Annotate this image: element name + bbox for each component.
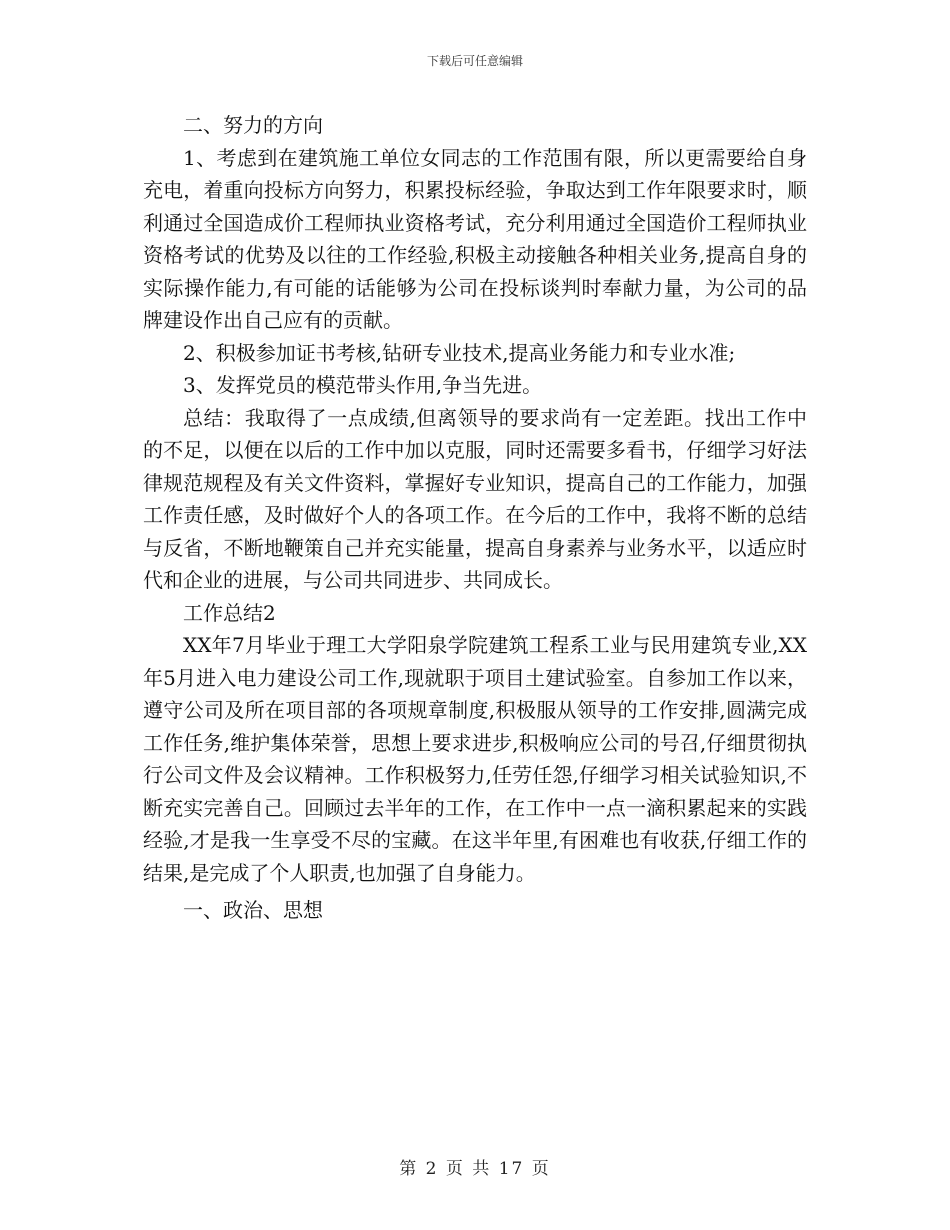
page-header: 下载后可任意编辑: [426, 54, 523, 68]
paragraph-summary: 总结：我取得了一点成绩,但离领导的要求尚有一定差距。找出工作中的不足，以便在以后的工作中加以克服，同时还需要多看书，仔细学习好法律规范规程及有关文件资料，掌握好专业知识，提高自己的工作能力，加强工作责任感，及时做好个人的各项工作。在今后的工作中，我将不断的总结与反省，不断地鞭策自己并充实能量，提高自身素养与业务水平，以适应时代和企业的进展，与公司共同进步、共同成长。: [143, 405, 807, 592]
paragraph-intro: XX年7月毕业于理工大学阳泉学院建筑工程系工业与民用建筑专业,XX年5月进入电力建设公司工作,现就职于项目土建试验室。自参加工作以来，遵守公司及所在项目部的各项规章制度,积极服从领导的工作安排,圆满完成工作任务,维护集体荣誉，思想上要求进步,积极响应公司的号召,仔细贯彻执行公司文件及会议精神。工作积极努力,任劳任怨,仔细学习相关试验知识,不断充实完善自己。回顾过去半年的工作，在工作中一点一滴积累起来的实践经验,才是我一生享受不尽的宝藏。在这半年里,有困难也有收获,仔细工作的结果,是完成了个人职责,也加强了自身能力。: [143, 633, 807, 885]
document-body: [143, 109, 807, 927]
page-number: 第 2 页 共 17 页: [399, 1159, 551, 1179]
section-title: 工作总结2: [183, 600, 276, 625]
paragraph-item-3: 3、发挥党员的模范带头作用,争当先进。: [183, 373, 543, 397]
paragraph-item-2: 2、积极参加证书考核,钻研专业技术,提高业务能力和专业水准;: [183, 340, 736, 365]
heading-politics: 一、政治、思想: [183, 898, 323, 922]
heading-direction: 二、努力的方向: [183, 113, 323, 137]
paragraph-item-1: 1、考虑到在建筑施工单位女同志的工作范围有限，所以更需要给自身充电，着重向投标方向努力，积累投标经验，争取达到工作年限要求时，顺利通过全国造成价工程师执业资格考试，充分利用通过全国造价工程师执业资格考试的优势及以往的工作经验,积极主动接触各种相关业务,提高自身的实际操作能力,有可能的话能够为公司在投标谈判时奉献力量，为公司的品牌建设作出自己应有的贡献。: [143, 145, 807, 332]
